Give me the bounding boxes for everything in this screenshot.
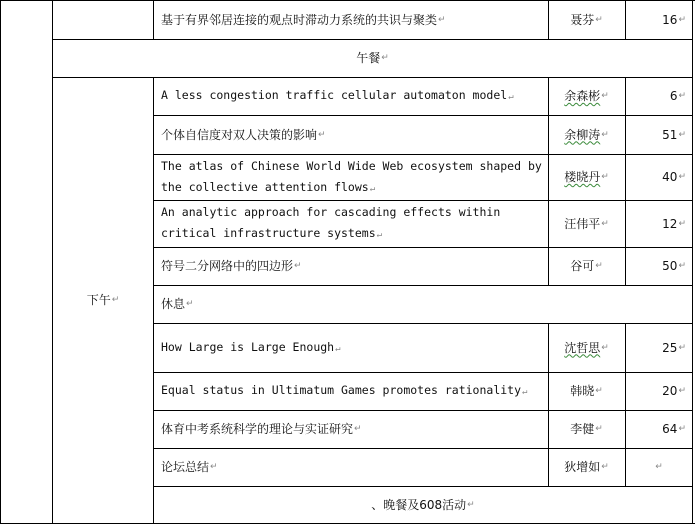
speaker-name: 狄增如 ↵ [564, 460, 609, 474]
talk-number: 20 ↵ [662, 384, 686, 398]
talk-title: Equal status in Ultimatum Games promotes rationality↵ [161, 383, 528, 397]
talk-number: 25 ↵ [662, 340, 686, 355]
talk-title: 论坛总结 ↵ [161, 460, 218, 474]
talk-number: 16 ↵ [662, 12, 686, 27]
dinner-activity-row: 、晚餐及608活动 ↵ [371, 497, 475, 512]
table-rule [0, 0, 1, 524]
speaker-name: 谷可 ↵ [570, 259, 603, 273]
talk-title: 体育中考系统科学的理论与实证研究 ↵ [161, 422, 362, 436]
talk-title: 符号二分网络中的四边形 ↵ [161, 259, 302, 273]
lunch-break: 午餐 ↵ [356, 51, 389, 65]
talk-number: 64 ↵ [662, 422, 686, 436]
speaker-name: 聂芬 ↵ [570, 12, 603, 27]
table-rule [692, 0, 693, 524]
talk-title: A less congestion traffic cellular automaton model↵ [161, 88, 514, 102]
speaker-name: 余柳涛 ↵ [564, 127, 609, 142]
talk-number: 50 ↵ [662, 259, 686, 273]
speaker-name: 楼晓丹 ↵ [564, 170, 609, 184]
speaker-name: 沈哲思 ↵ [564, 340, 609, 355]
talk-title: An analytic approach for cascading effects within critical infrastructure systems↵ [161, 205, 501, 240]
talk-title: The atlas of Chinese World Wide Web ecosystem shaped by the collective attention flows↵ [161, 158, 542, 194]
session-label: 下午 ↵ [86, 293, 120, 307]
speaker-name: 李健 ↵ [570, 422, 603, 436]
talk-title: How Large is Large Enough↵ [161, 339, 341, 354]
talk-number: 12 ↵ [662, 216, 686, 231]
table-rule [0, 523, 695, 524]
break-row: 休息 ↵ [161, 297, 194, 311]
talk-title: 个体自信度对双人决策的影响 ↵ [161, 127, 326, 142]
speaker-name: 韩晓 ↵ [570, 384, 603, 398]
talk-title: 基于有界邻居连接的观点时滞动力系统的共识与聚类 ↵ [161, 12, 446, 27]
speaker-name: 汪伟平 ↵ [564, 216, 609, 231]
talk-number: 40 ↵ [662, 170, 686, 184]
speaker-name: 余森彬 ↵ [564, 89, 609, 103]
talk-number: 51 ↵ [662, 127, 686, 142]
talk-number: 6 ↵ [669, 89, 686, 103]
talk-number: ↵ [655, 462, 663, 472]
